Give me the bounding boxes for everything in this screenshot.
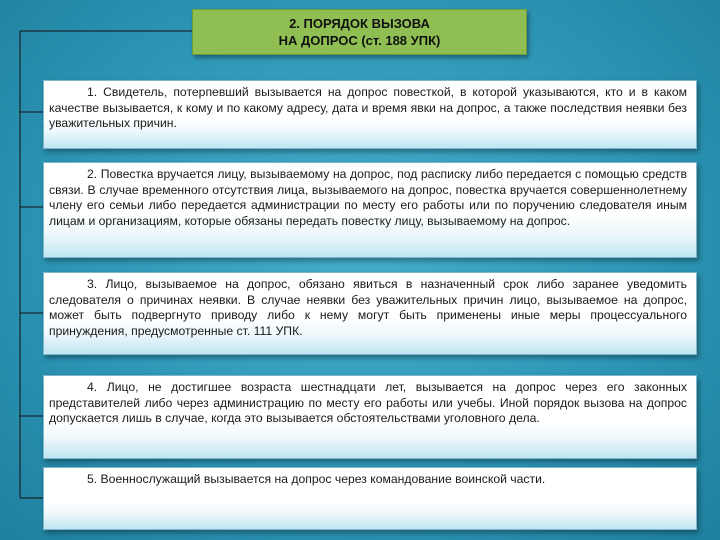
item-box-3: 3. Лицо, вызываемое на допрос, обязано явиться в назначенный срок либо заранее уведомить следователя о причинах неявки. В случае неявки без уважительных причин лицо, вызываемое на допрос, может быть подвергнуто приводу либо к нему могут быть применены иные меры процессуального принуждения, предусмотренные ст. 111 УПК.: [43, 272, 697, 355]
title-box: [192, 9, 527, 55]
item-box-5: 5. Военнослужащий вызывается на допрос через командование воинской части.: [43, 467, 697, 530]
item-box-4: 4. Лицо, не достигшее возраста шестнадцати лет, вызывается на допрос через его законных представителей либо через администрацию по месту его работы или учебы. Иной порядок вызова на допрос допускается лишь в случае, когда это вызывается обстоятельствами уголовного дела.: [43, 375, 697, 459]
title-line-2: НА ДОПРОС (ст. 188 УПК): [278, 33, 441, 48]
title-line-1: 2. ПОРЯДОК ВЫЗОВА: [289, 16, 430, 31]
item-box-1: 1. Свидетель, потерпевший вызывается на допрос повесткой, в которой указываются, кто и в каком качестве вызывается, к кому и по какому адресу, дата и время явки на допрос, а также последствия неявки без уважительных причин.: [43, 80, 697, 149]
item-box-2: 2. Повестка вручается лицу, вызываемому на допрос, под расписку либо передается с помощью средств связи. В случае временного отсутствия лица, вызываемого на допрос, повестка вручается совершеннолетнему члену его семьи либо передается администрации по месту его работы или по поручению следователя иным лицам и организациям, которые обязаны передать повестку лицу, вызываемому на допрос.: [43, 162, 697, 258]
